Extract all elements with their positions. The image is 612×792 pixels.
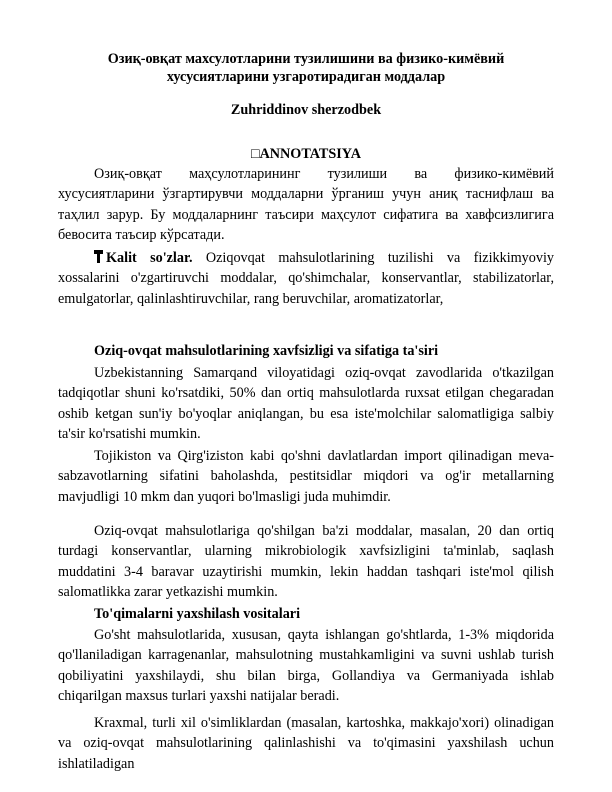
document-title-line-1: Озиқ-овқат махсулотларини тузилишини ва физико-кимёвий <box>107 51 505 67</box>
body-paragraph: Kraxmal, turli xil o'simliklardan (masalan, kartoshka, makkajo'xori) olinadigan va oziq-ovqat mahsulotlarining qalinlashishi va to'qimasini yaxshilash uchun ishlatiladigan <box>58 715 554 772</box>
keywords-paragraph <box>58 248 554 309</box>
keywords-marker-icon <box>94 250 103 263</box>
body-paragraph: Oziq-ovqat mahsulotlariga qo'shilgan ba'zi moddalar, masalan, 20 dan ortiq turdagi konservantlar, ularning mikrobiologik xavfsizligini ta'minlab, saqlash muddatini 3-4 baravar uzaytirishi mumkin, lekin haddan tashqari iste'mol qilish salomatlikka zarar yetkazishi mumkin. <box>58 523 554 600</box>
keywords-text: Oziqovqat mahsulotlarining tuzilishi va fizikkimyoviy xossalarini o'zgartiruvchi moddalar, qo'shimchalar, konservantlar, stabilizatorlar, emulgatorlar, qalinlashtiruvchilar, rang beruvchilar, aromatizatorlar, <box>58 250 554 307</box>
author-name: Zuhriddinov sherzodbek <box>230 102 382 118</box>
missing-glyph-icon: □ <box>250 146 260 162</box>
annotation-paragraph: Озиқ-овқат маҳсулотларининг тузилиши ва физико-кимёвий хусусиятларини ўзгартирувчи моддаларни ўрганиш учун аниқ таснифлаш ва таҳлил зарур. Бу моддаларнинг таъсири маҳсулот сифатига ва хавфсизлигига бевосита таъсир кўрсатади. <box>58 166 554 243</box>
document-title-line-2: хусусиятларини узгаротирадиган моддалар <box>166 69 446 85</box>
section-heading-texture: To'qimalarni yaxshilash vositalari <box>94 606 301 622</box>
body-paragraph: Tojikiston va Qirg'iziston kabi qo'shni davlatlardan import qilinadigan meva-sabzavotlarning sifatini baholashda, pestitsidlar miqdori va og'ir metallarning mavjudligi 10 mkm dan yuqori bo'lmasligi juda muhimdir. <box>58 448 554 505</box>
keywords-label: Kalit so'zlar. <box>106 250 193 266</box>
annotation-heading <box>58 146 554 163</box>
annotation-heading-text: ANNOTATSIYA <box>259 146 361 162</box>
body-paragraph: Uzbekistanning Samarqand viloyatidagi oziq-ovqat zavodlarida o'tkazilgan tadqiqotlar shuni ko'rsatdiki, 50% dan ortiq mahsulotlarda ruxsat etilgan chegaradan oshib ketgan sun'iy bo'yoqlar aniqlangan, bu esa iste'molchilar salomatligiga salbiy ta'sir ko'rsatishi mumkin. <box>58 365 554 442</box>
section-heading-safety: Oziq-ovqat mahsulotlarining xavfsizligi va sifatiga ta'siri <box>94 343 439 359</box>
body-paragraph: Go'sht mahsulotlarida, xususan, qayta ishlangan go'shtlarda, 1-3% miqdorida qo'llaniladigan karragenanlar, mahsulotning mustahkamligini va suvni ushlab turish qobiliyatini yaxshilaydi, shu bilan birga, Gollandiya va Germaniyada ishlab chiqarilgan maxsus turlari yaxshi natijalar beradi. <box>58 627 554 704</box>
